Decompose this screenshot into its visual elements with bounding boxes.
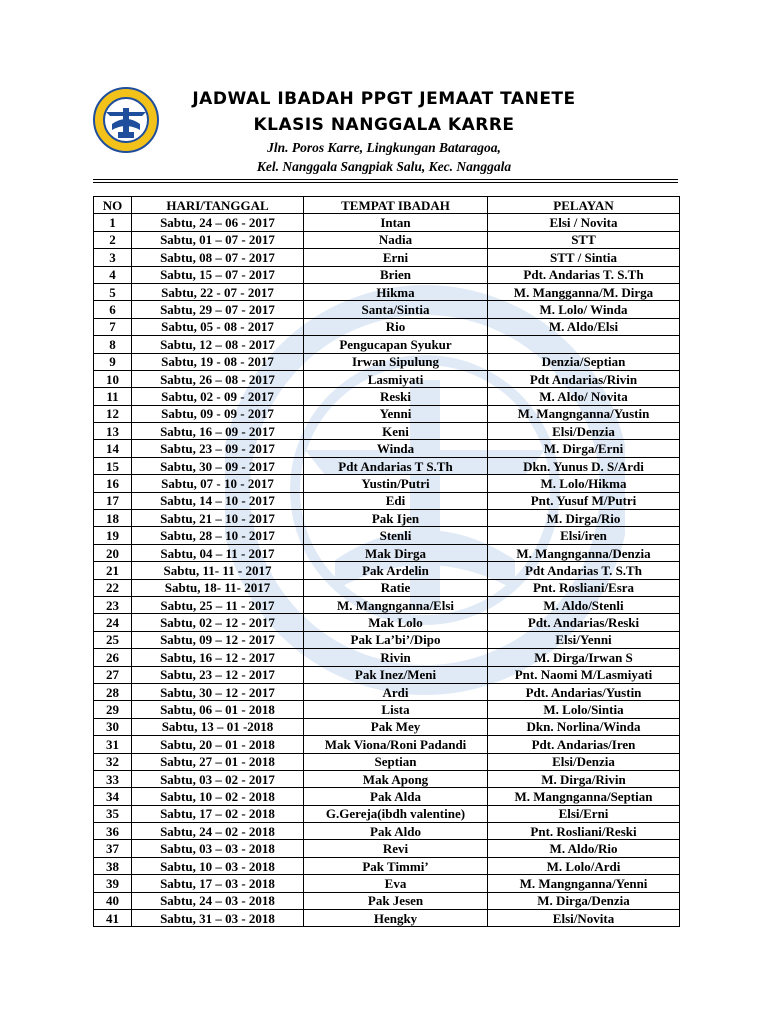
cell-no: 26 — [94, 649, 132, 666]
column-header-venue: TEMPAT IBADAH — [304, 197, 488, 214]
cell-servant: Elsi / Novita — [488, 214, 680, 231]
table-row — [94, 805, 680, 822]
cell-no: 20 — [94, 544, 132, 561]
cell-date: Sabtu, 12 – 08 - 2017 — [132, 336, 304, 353]
column-header-servant: PELAYAN — [488, 197, 680, 214]
cell-servant: Elsi/Denzia — [488, 423, 680, 440]
cell-servant: STT / Sintia — [488, 249, 680, 266]
table-row — [94, 753, 680, 770]
cell-date: Sabtu, 09 – 12 - 2017 — [132, 631, 304, 648]
table-row — [94, 370, 680, 387]
cell-no: 10 — [94, 370, 132, 387]
cell-date: Sabtu, 24 – 06 - 2017 — [132, 214, 304, 231]
cell-servant: Pnt. Rosliani/Reski — [488, 823, 680, 840]
table-body — [94, 214, 680, 927]
cell-venue: Pengucapan Syukur — [304, 336, 488, 353]
table-row — [94, 736, 680, 753]
cell-date: Sabtu, 31 – 03 - 2018 — [132, 910, 304, 927]
cell-venue: Pak Ardelin — [304, 562, 488, 579]
document-header — [0, 0, 768, 190]
cell-servant: Denzia/Septian — [488, 353, 680, 370]
cell-servant: Dkn. Yunus D. S/Ardi — [488, 457, 680, 474]
cell-venue: Rio — [304, 318, 488, 335]
cell-servant: M. Lolo/Ardi — [488, 857, 680, 874]
address-line-1: Jln. Poros Karre, Lingkungan Bataragoa, — [267, 140, 501, 155]
cell-no: 1 — [94, 214, 132, 231]
cell-servant: M. Lolo/ Winda — [488, 301, 680, 318]
cell-venue: Reski — [304, 388, 488, 405]
cell-venue: Yenni — [304, 405, 488, 422]
table-row — [94, 910, 680, 927]
cell-servant: Pdt. Andarias T. S.Th — [488, 266, 680, 283]
cell-servant: M. Lolo/Hikma — [488, 475, 680, 492]
cell-servant: Dkn. Norlina/Winda — [488, 718, 680, 735]
cell-no: 14 — [94, 440, 132, 457]
table-row — [94, 788, 680, 805]
cell-venue: Lasmiyati — [304, 370, 488, 387]
cell-no: 32 — [94, 753, 132, 770]
cell-servant: Pdt Andarias/Rivin — [488, 370, 680, 387]
table-row — [94, 544, 680, 561]
cell-servant: Pdt Andarias T. S.Th — [488, 562, 680, 579]
cell-no: 30 — [94, 718, 132, 735]
cell-servant: M. Mangnganna/Denzia — [488, 544, 680, 561]
table-row — [94, 336, 680, 353]
cell-venue: Brien — [304, 266, 488, 283]
schedule-table — [93, 196, 680, 927]
cell-servant: STT — [488, 231, 680, 248]
cell-no: 12 — [94, 405, 132, 422]
cell-venue: Pak Timmi’ — [304, 857, 488, 874]
table-row — [94, 405, 680, 422]
cell-date: Sabtu, 17 – 02 - 2018 — [132, 805, 304, 822]
table-row — [94, 457, 680, 474]
cell-servant: Pnt. Rosliani/Esra — [488, 579, 680, 596]
table-row — [94, 631, 680, 648]
table-row — [94, 718, 680, 735]
cell-no: 11 — [94, 388, 132, 405]
cell-venue: Pak Jesen — [304, 892, 488, 909]
cell-date: Sabtu, 29 – 07 - 2017 — [132, 301, 304, 318]
cell-no: 31 — [94, 736, 132, 753]
table-row — [94, 353, 680, 370]
cell-servant: Pdt. Andarias/Iren — [488, 736, 680, 753]
cell-servant: M. Dirga/Rivin — [488, 770, 680, 787]
cell-no: 41 — [94, 910, 132, 927]
cell-date: Sabtu, 27 – 01 - 2018 — [132, 753, 304, 770]
table-row — [94, 770, 680, 787]
cell-date: Sabtu, 23 – 12 - 2017 — [132, 666, 304, 683]
cell-no: 34 — [94, 788, 132, 805]
cell-date: Sabtu, 23 – 09 - 2017 — [132, 440, 304, 457]
cell-no: 17 — [94, 492, 132, 509]
table-row — [94, 875, 680, 892]
cell-date: Sabtu, 01 – 07 - 2017 — [132, 231, 304, 248]
cell-venue: Pak Aldo — [304, 823, 488, 840]
table-row — [94, 214, 680, 231]
cell-date: Sabtu, 20 – 01 - 2018 — [132, 736, 304, 753]
cell-venue: Revi — [304, 840, 488, 857]
table-row — [94, 823, 680, 840]
cell-servant: M. Aldo/Elsi — [488, 318, 680, 335]
cell-date: Sabtu, 05 - 08 - 2017 — [132, 318, 304, 335]
cell-servant: M. Aldo/Stenli — [488, 596, 680, 613]
table-row — [94, 666, 680, 683]
cell-no: 18 — [94, 510, 132, 527]
cell-date: Sabtu, 13 – 01 -2018 — [132, 718, 304, 735]
cell-date: Sabtu, 14 – 10 - 2017 — [132, 492, 304, 509]
table-header-row — [94, 197, 680, 214]
cell-no: 5 — [94, 283, 132, 300]
document-subtitle: KLASIS NANGGALA KARRE — [253, 115, 515, 135]
cell-date: Sabtu, 15 – 07 - 2017 — [132, 266, 304, 283]
cell-servant: Elsi/Denzia — [488, 753, 680, 770]
table-row — [94, 510, 680, 527]
cell-servant: M. Dirga/Erni — [488, 440, 680, 457]
cell-date: Sabtu, 18- 11- 2017 — [132, 579, 304, 596]
cell-no: 19 — [94, 527, 132, 544]
cell-servant: Pnt. Naomi M/Lasmiyati — [488, 666, 680, 683]
cell-servant: Pdt. Andarias/Reski — [488, 614, 680, 631]
table-row — [94, 683, 680, 700]
cell-venue: Pak Alda — [304, 788, 488, 805]
cell-servant: Elsi/Novita — [488, 910, 680, 927]
cell-servant: M. Dirga/Denzia — [488, 892, 680, 909]
cell-servant: M. Aldo/ Novita — [488, 388, 680, 405]
cell-venue: Ardi — [304, 683, 488, 700]
cell-venue: Septian — [304, 753, 488, 770]
cell-no: 21 — [94, 562, 132, 579]
cell-servant: M. Lolo/Sintia — [488, 701, 680, 718]
cell-venue: M. Mangnganna/Elsi — [304, 596, 488, 613]
cell-no: 23 — [94, 596, 132, 613]
cell-no: 13 — [94, 423, 132, 440]
cell-servant: Pnt. Yusuf M/Putri — [488, 492, 680, 509]
cell-date: Sabtu, 02 – 12 - 2017 — [132, 614, 304, 631]
cell-no: 33 — [94, 770, 132, 787]
cell-venue: Mak Apong — [304, 770, 488, 787]
cell-no: 39 — [94, 875, 132, 892]
cell-servant: M. Mangnganna/Yenni — [488, 875, 680, 892]
cell-servant: Elsi/iren — [488, 527, 680, 544]
cell-venue: Mak Lolo — [304, 614, 488, 631]
table-row — [94, 388, 680, 405]
cell-date: Sabtu, 25 – 11 - 2017 — [132, 596, 304, 613]
cell-no: 16 — [94, 475, 132, 492]
cell-venue: Stenli — [304, 527, 488, 544]
table-row — [94, 649, 680, 666]
cell-venue: Hengky — [304, 910, 488, 927]
table-row — [94, 614, 680, 631]
table-row — [94, 423, 680, 440]
cell-venue: Santa/Sintia — [304, 301, 488, 318]
cell-venue: Lista — [304, 701, 488, 718]
cell-no: 15 — [94, 457, 132, 474]
table-row — [94, 527, 680, 544]
cell-no: 9 — [94, 353, 132, 370]
cell-no: 24 — [94, 614, 132, 631]
cell-no: 29 — [94, 701, 132, 718]
cell-date: Sabtu, 30 – 09 - 2017 — [132, 457, 304, 474]
cell-venue: Mak Dirga — [304, 544, 488, 561]
cell-venue: Pak Mey — [304, 718, 488, 735]
cell-date: Sabtu, 10 – 02 - 2018 — [132, 788, 304, 805]
cell-date: Sabtu, 11- 11 - 2017 — [132, 562, 304, 579]
cell-date: Sabtu, 02 - 09 - 2017 — [132, 388, 304, 405]
cell-servant: Elsi/Yenni — [488, 631, 680, 648]
table-row — [94, 579, 680, 596]
cell-date: Sabtu, 26 – 08 - 2017 — [132, 370, 304, 387]
cell-no: 27 — [94, 666, 132, 683]
cell-venue: Pdt Andarias T S.Th — [304, 457, 488, 474]
cell-no: 22 — [94, 579, 132, 596]
cell-date: Sabtu, 03 – 02 - 2017 — [132, 770, 304, 787]
cell-no: 7 — [94, 318, 132, 335]
cell-venue: Irwan Sipulung — [304, 353, 488, 370]
table-row — [94, 475, 680, 492]
column-header-no: NO — [94, 197, 132, 214]
table-row — [94, 231, 680, 248]
table-row — [94, 492, 680, 509]
cell-date: Sabtu, 16 – 12 - 2017 — [132, 649, 304, 666]
cell-servant: M. Dirga/Irwan S — [488, 649, 680, 666]
cell-venue: G.Gereja(ibdh valentine) — [304, 805, 488, 822]
cell-date: Sabtu, 08 – 07 - 2017 — [132, 249, 304, 266]
cell-date: Sabtu, 10 – 03 - 2018 — [132, 857, 304, 874]
cell-date: Sabtu, 21 – 10 - 2017 — [132, 510, 304, 527]
cell-servant: M. Aldo/Rio — [488, 840, 680, 857]
cell-no: 25 — [94, 631, 132, 648]
table-row — [94, 857, 680, 874]
cell-servant: M. Dirga/Rio — [488, 510, 680, 527]
table-row — [94, 562, 680, 579]
cell-date: Sabtu, 24 – 02 - 2018 — [132, 823, 304, 840]
table-row — [94, 318, 680, 335]
cell-date: Sabtu, 04 – 11 - 2017 — [132, 544, 304, 561]
cell-servant: M. Mangnganna/Septian — [488, 788, 680, 805]
cell-servant: Pdt. Andarias/Yustin — [488, 683, 680, 700]
document-title: JADWAL IBADAH PPGT JEMAAT TANETE — [192, 89, 576, 109]
cell-no: 35 — [94, 805, 132, 822]
column-header-date: HARI/TANGGAL — [132, 197, 304, 214]
table-row — [94, 892, 680, 909]
table-row — [94, 266, 680, 283]
cell-venue: Yustin/Putri — [304, 475, 488, 492]
table-row — [94, 249, 680, 266]
cell-no: 38 — [94, 857, 132, 874]
cell-date: Sabtu, 06 – 01 - 2018 — [132, 701, 304, 718]
cell-date: Sabtu, 07 - 10 - 2017 — [132, 475, 304, 492]
cell-venue: Pak Inez/Meni — [304, 666, 488, 683]
cell-date: Sabtu, 16 – 09 - 2017 — [132, 423, 304, 440]
cell-no: 6 — [94, 301, 132, 318]
cell-venue: Pak La’bi’/Dipo — [304, 631, 488, 648]
cell-venue: Hikma — [304, 283, 488, 300]
cell-date: Sabtu, 09 - 09 - 2017 — [132, 405, 304, 422]
cell-no: 8 — [94, 336, 132, 353]
cell-venue: Intan — [304, 214, 488, 231]
cell-venue: Edi — [304, 492, 488, 509]
cell-venue: Pak Ijen — [304, 510, 488, 527]
table-row — [94, 283, 680, 300]
address-line-2: Kel. Nanggala Sangpiak Salu, Kec. Nanggala — [256, 159, 512, 174]
cell-servant: M. Mangganna/M. Dirga — [488, 283, 680, 300]
cell-servant — [488, 336, 680, 353]
cell-date: Sabtu, 24 – 03 - 2018 — [132, 892, 304, 909]
table-row — [94, 701, 680, 718]
table-row — [94, 840, 680, 857]
cell-servant: Elsi/Erni — [488, 805, 680, 822]
cell-date: Sabtu, 30 – 12 - 2017 — [132, 683, 304, 700]
header-divider-bottom — [93, 182, 678, 183]
cell-date: Sabtu, 03 – 03 - 2018 — [132, 840, 304, 857]
cell-venue: Winda — [304, 440, 488, 457]
cell-venue: Keni — [304, 423, 488, 440]
cell-venue: Eva — [304, 875, 488, 892]
table-row — [94, 440, 680, 457]
cell-date: Sabtu, 22 - 07 - 2017 — [132, 283, 304, 300]
cell-date: Sabtu, 17 – 03 - 2018 — [132, 875, 304, 892]
cell-no: 3 — [94, 249, 132, 266]
cell-no: 2 — [94, 231, 132, 248]
cell-no: 37 — [94, 840, 132, 857]
cell-venue: Nadia — [304, 231, 488, 248]
cell-venue: Ratie — [304, 579, 488, 596]
cell-servant: M. Mangnganna/Yustin — [488, 405, 680, 422]
cell-date: Sabtu, 19 - 08 - 2017 — [132, 353, 304, 370]
header-divider-top — [93, 179, 678, 180]
cell-no: 4 — [94, 266, 132, 283]
cell-venue: Rivin — [304, 649, 488, 666]
cell-date: Sabtu, 28 – 10 - 2017 — [132, 527, 304, 544]
table-row — [94, 596, 680, 613]
table-row — [94, 301, 680, 318]
cell-no: 36 — [94, 823, 132, 840]
cell-venue: Mak Viona/Roni Padandi — [304, 736, 488, 753]
cell-no: 28 — [94, 683, 132, 700]
cell-no: 40 — [94, 892, 132, 909]
cell-venue: Erni — [304, 249, 488, 266]
